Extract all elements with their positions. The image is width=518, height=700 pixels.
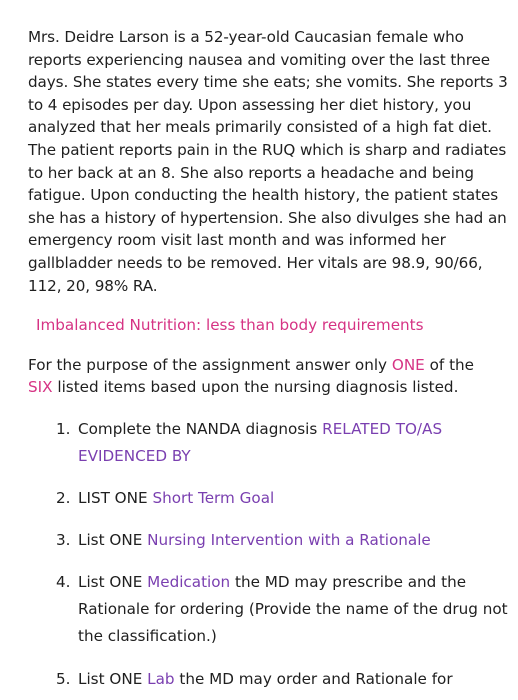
item-keyword: Nursing Intervention with a Rationale [147,531,431,549]
item-text [78,416,516,470]
item-number: 5. [56,670,71,688]
item-number: 1. [56,420,71,438]
list-item [56,416,516,470]
item-text [78,569,516,651]
item-text [78,666,453,693]
assignment-instructions [28,354,512,399]
item-number: 3. [56,531,71,549]
item-prefix: List ONE [78,670,148,688]
item-text [78,485,274,512]
list-item [56,666,453,693]
item-suffix: the MD may order and Rationale for [174,670,453,688]
item-keyword: Medication [147,573,231,591]
case-study-paragraph: Mrs. Deidre Larson is a 52-year-old Caucasian female who reports experiencing nausea and vomiting over the last three days. She states every time she eats; she vomits. She reports 3 to 4 episodes per day. Upon assessing her diet history, you analyzed that her meals primarily consisted of a high fat diet. The patient reports pain in the RUQ which is sharp and radiates to her back at an 8. She also reports a headache and being fatigue. Upon conducting the health history, the patient states she has a history of hypertension. She also divulges she had an emergency room visit last month and was informed her gallbladder needs to be removed. Her vitals are 98.9, 90/66, 112, 20, 98% RA. [28,28,508,295]
item-keyword: RELATED TO/AS EVIDENCED BY [78,420,443,466]
instructions-text-1: For the purpose of the assignment answer only [28,356,392,374]
list-item [56,527,431,554]
instructions-text-2: of the [424,356,474,374]
item-prefix: List ONE [78,573,148,591]
nursing-diagnosis: Imbalanced Nutrition: less than body requirements [36,316,424,334]
item-prefix: Complete the NANDA diagnosis [78,420,323,438]
item-prefix: LIST ONE [78,489,153,507]
item-keyword: Short Term Goal [152,489,275,507]
list-item [56,569,516,651]
instructions-text-3: listed items based upon the nursing diagnosis listed. [52,378,459,397]
instructions-one-highlight: ONE [391,356,425,374]
item-number: 4. [56,573,71,591]
instructions-six-highlight: SIX [28,378,53,397]
item-text [78,527,431,554]
item-suffix: the MD may prescribe and the Rationale for ordering (Provide the name of the drug not the classification.) [78,573,508,646]
item-prefix: List ONE [78,531,148,549]
item-number: 2. [56,489,71,507]
item-keyword: Lab [147,670,175,688]
list-item [56,485,274,512]
